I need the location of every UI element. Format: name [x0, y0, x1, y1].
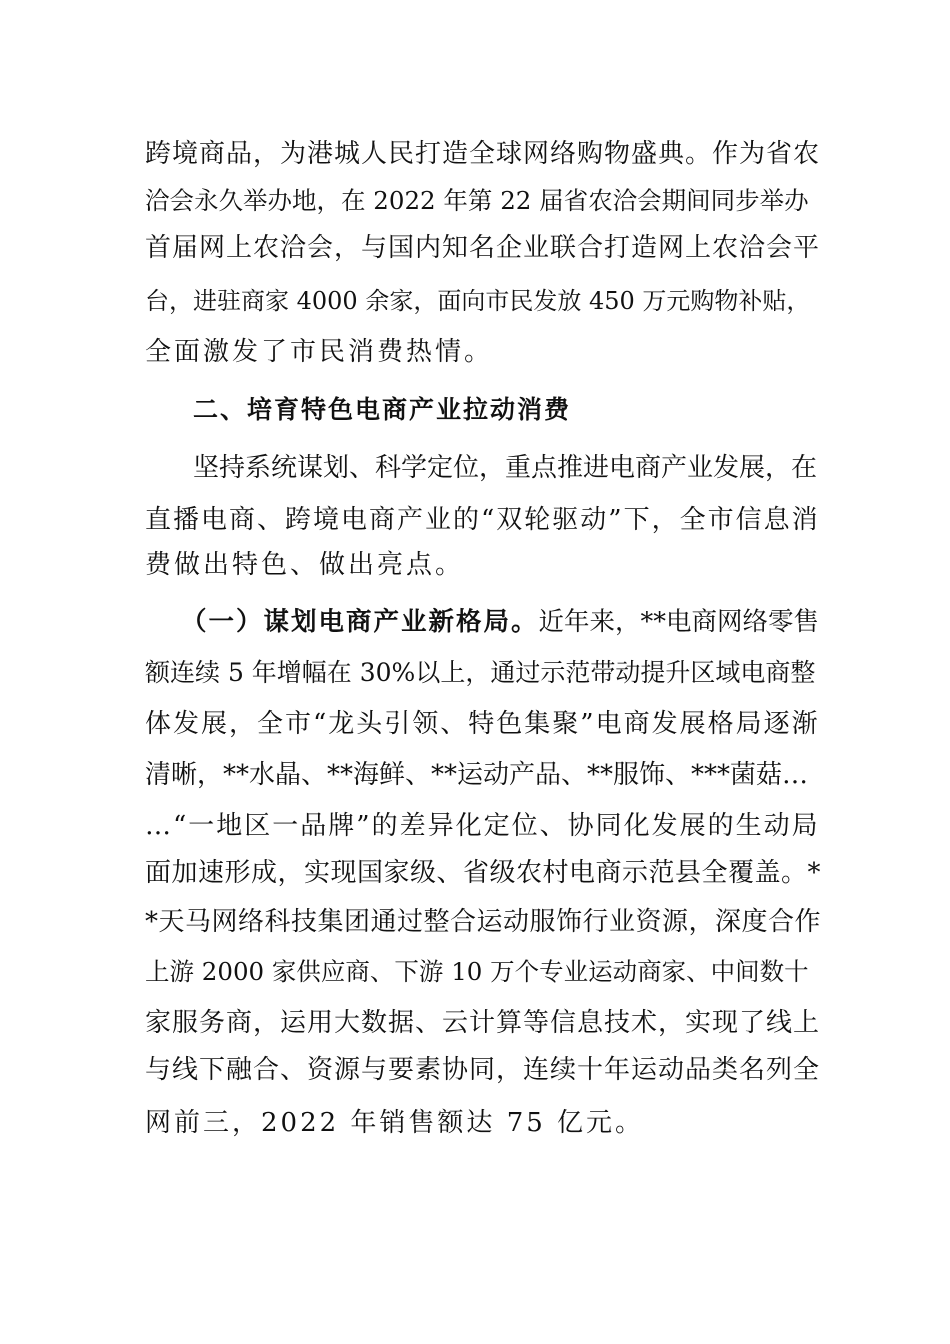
text-line: 面加速形成，实现国家级、省级农村电商示范县全覆盖。*: [145, 858, 822, 888]
text-line: 全面激发了市民消费热情。: [145, 337, 494, 367]
text-line: 上游 2000 家供应商、下游 10 万个专业运动商家、中间数十: [145, 957, 809, 986]
text-line: 费做出特色、做出亮点。: [145, 550, 465, 580]
section-heading: 二、培育特色电商产业拉动消费: [193, 395, 572, 424]
text-line: 首届网上农洽会，与国内知名企业联合打造网上农洽会平: [145, 233, 821, 263]
text-line: 台，进驻商家 4000 余家，面向市民发放 450 万元购物补贴，: [145, 287, 811, 315]
text-line: 体发展，全市“龙头引领、特色集聚”电商发展格局逐渐: [145, 709, 820, 739]
text-line: 网前三，2022 年销售额达 75 亿元。: [145, 1108, 645, 1138]
text-line: 坚持系统谋划、科学定位，重点推进电商产业发展，在: [193, 453, 818, 483]
text-line: 洽会永久举办地，在 2022 年第 22 届省农洽会期间同步举办: [145, 186, 809, 215]
text-line: 清晰，**水晶、**海鲜、**运动产品、**服饰、***菌菇…: [145, 760, 809, 790]
paragraph-lead: （一）谋划电商产业新格局。: [181, 607, 539, 637]
text-line-rest: 近年来，**电商网络零售: [538, 607, 820, 637]
text-line: [181, 605, 819, 639]
text-line: 与线下融合、资源与要素协同，连续十年运动品类名列全: [145, 1055, 821, 1085]
text-line: 跨境商品，为港城人民打造全球网络购物盛典。作为省农: [145, 139, 821, 169]
text-line: 额连续 5 年增幅在 30%以上，通过示范带动提升区域电商整: [145, 658, 816, 687]
text-line: 直播电商、跨境电商产业的“双轮驱动”下，全市信息消: [145, 505, 820, 535]
text-line: *天马网络科技集团通过整合运动服饰行业资源，深度合作: [145, 907, 822, 937]
text-line: 家服务商，运用大数据、云计算等信息技术，实现了线上: [145, 1008, 821, 1038]
text-line: …“一地区一品牌”的差异化定位、协同化发展的生动局: [145, 811, 820, 841]
